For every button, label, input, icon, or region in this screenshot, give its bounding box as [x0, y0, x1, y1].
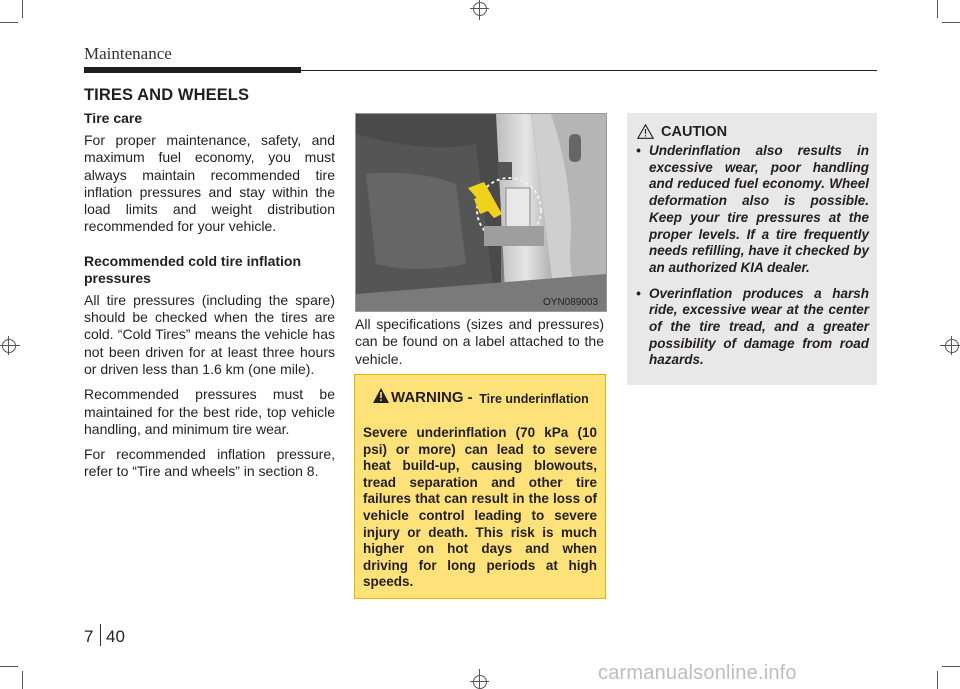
registration-mark — [473, 2, 487, 16]
cold-pressure-paragraph: All tire pressures (including the spare) should be checked when the tires are cold. “Cold Tires” means the vehicle has not been driven for at least three hours or driven less than 1.6 km (one mile). — [84, 291, 335, 377]
crop-mark — [0, 22, 18, 23]
warning-subtitle: Tire underinflation — [479, 392, 589, 406]
chapter-number: 7 — [84, 627, 94, 646]
registration-mark — [945, 339, 959, 353]
header-rule-thick — [84, 67, 301, 73]
caution-box — [627, 113, 877, 385]
page-header-title: Maintenance — [84, 44, 172, 63]
crop-mark — [942, 666, 960, 667]
tire-care-paragraph: For proper maintenance, safety, and maximum fuel economy, you must always maintain recommended tire inflation pressures and stay within the load limits and weight distribution recommended for your vehicle. — [84, 132, 335, 235]
caution-triangle-icon — [637, 124, 654, 144]
page-number-divider — [100, 624, 101, 646]
warning-triangle-icon — [373, 388, 389, 408]
registration-mark — [2, 339, 16, 353]
header-rule-thin — [301, 70, 877, 71]
warning-box — [354, 374, 606, 599]
crop-mark — [937, 671, 938, 689]
crop-mark — [937, 0, 938, 18]
figure-code: OYN089003 — [543, 297, 599, 308]
caution-list-item: • Overinflation produces a harsh ride, excessive wear at the center of the tire tread, and a greater possibility of damage from road hazards. — [636, 285, 869, 368]
caution-label: CAUTION — [661, 124, 728, 140]
caution-list — [635, 143, 869, 378]
registration-mark — [473, 675, 487, 689]
text-column-1 — [84, 110, 335, 489]
warning-body: Severe underinflation (70 kPa (10 psi) or more) can lead to severe heat build-up, causing blowouts, tread separation and other tire failures that can result in the loss of vehicle control leading to severe injury or death. This risk is much higher on hot days and when driving for long periods at high speeds. — [363, 425, 597, 590]
watermark-text: carmanualsonline.info — [598, 662, 797, 684]
refer-section-paragraph: For recommended inflation pressure, refer to “Tire and wheels” in section 8. — [84, 446, 335, 480]
door-jamb-photo — [355, 113, 607, 312]
warning-label: WARNING - — [391, 389, 473, 406]
maintain-pressure-paragraph: Recommended pressures must be maintained for the best ride, top vehicle handling, and minimum tire wear. — [84, 386, 335, 437]
label-location-paragraph: All specifications (sizes and pressures) can be found on a label attached to the vehicle. — [355, 316, 604, 367]
section-heading: TIRES AND WHEELS — [84, 86, 250, 104]
crop-mark — [0, 666, 18, 667]
page-number: 40 — [106, 627, 125, 646]
cold-pressure-heading: Recommended cold tire inflation pressures — [84, 252, 302, 286]
caution-list-item: • Underinflation also results in excessive wear, poor handling and reduced fuel economy. Wheel deformation also is possible. Keep your tire pressures at the proper levels. If a tire frequently needs refilling, have it checked by an authorized KIA dealer. — [636, 143, 869, 275]
crop-mark — [22, 0, 23, 18]
tire-care-heading: Tire care — [84, 110, 143, 126]
crop-mark — [22, 671, 23, 689]
crop-mark — [942, 22, 960, 23]
